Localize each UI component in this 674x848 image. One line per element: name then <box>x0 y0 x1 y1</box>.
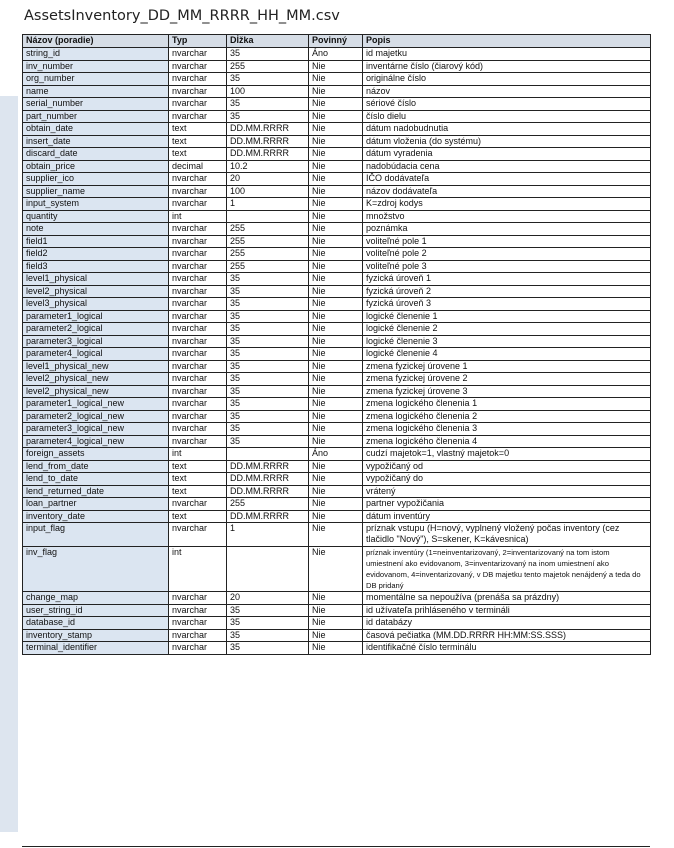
cell-description: dátum vyradenia <box>363 148 651 161</box>
cell-type: nvarchar <box>169 617 227 630</box>
cell-type: nvarchar <box>169 198 227 211</box>
cell-length: 35 <box>227 110 309 123</box>
cell-description: dátum vloženia (do systému) <box>363 135 651 148</box>
cell-length: 255 <box>227 60 309 73</box>
cell-length: 35 <box>227 617 309 630</box>
cell-length: DD.MM.RRRR <box>227 148 309 161</box>
table-row <box>23 210 651 223</box>
cell-required: Nie <box>309 617 363 630</box>
table-header-row <box>23 35 651 48</box>
cell-description: id užívateľa prihláseného v termináli <box>363 604 651 617</box>
cell-required: Áno <box>309 48 363 61</box>
cell-type: nvarchar <box>169 410 227 423</box>
cell-description: identifikačné číslo terminálu <box>363 642 651 655</box>
table-row <box>23 148 651 161</box>
cell-name: foreign_assets <box>23 448 169 461</box>
cell-type: text <box>169 460 227 473</box>
table-row <box>23 460 651 473</box>
cell-type: nvarchar <box>169 110 227 123</box>
cell-required: Nie <box>309 110 363 123</box>
cell-length: DD.MM.RRRR <box>227 485 309 498</box>
cell-name: inventory_stamp <box>23 629 169 642</box>
cell-length: 255 <box>227 223 309 236</box>
field-spec-table <box>22 34 651 655</box>
cell-type: nvarchar <box>169 310 227 323</box>
cell-required: Nie <box>309 604 363 617</box>
cell-description: momentálne sa nepoužíva (prenáša sa prázdny) <box>363 592 651 605</box>
cell-description: dátum nadobudnutia <box>363 123 651 136</box>
cell-length: 35 <box>227 273 309 286</box>
table-row <box>23 398 651 411</box>
cell-name: level2_physical <box>23 285 169 298</box>
cell-description: príznak vstupu (H=nový, vyplnený vložený počas inventory (cez tlačidlo "Nový"), S=skener, K=kávesnica) <box>363 523 651 547</box>
cell-type: nvarchar <box>169 60 227 73</box>
cell-name: user_string_id <box>23 604 169 617</box>
cell-type: decimal <box>169 160 227 173</box>
cell-required: Nie <box>309 360 363 373</box>
cell-type: nvarchar <box>169 423 227 436</box>
cell-description: fyzická úroveň 2 <box>363 285 651 298</box>
cell-required: Nie <box>309 185 363 198</box>
cell-name: parameter1_logical <box>23 310 169 323</box>
cell-name: parameter2_logical <box>23 323 169 336</box>
cell-required: Nie <box>309 273 363 286</box>
cell-name: input_system <box>23 198 169 211</box>
cell-name: insert_date <box>23 135 169 148</box>
cell-length: 255 <box>227 235 309 248</box>
cell-description: logické členenie 4 <box>363 348 651 361</box>
cell-description: zmena fyzickej úrovene 2 <box>363 373 651 386</box>
cell-name: quantity <box>23 210 169 223</box>
cell-description: logické členenie 2 <box>363 323 651 336</box>
cell-description: IČO dodávateľa <box>363 173 651 186</box>
cell-required: Nie <box>309 310 363 323</box>
cell-description: vypožičaný do <box>363 473 651 486</box>
cell-type: text <box>169 473 227 486</box>
cell-length: 1 <box>227 523 309 547</box>
cell-description: príznak inventúry (1=neinventarizovaný, 2=inventarizovaný na tom istom umiestnení ako evidovanom, 3=inventarizovaný na inom umiestnení ako evidovanom, 4=inventarizovaný, v DB majetku tento majetok nenájdený a teda do DB pridaný <box>363 547 651 592</box>
cell-description: logické členenie 1 <box>363 310 651 323</box>
cell-name: input_flag <box>23 523 169 547</box>
table-row <box>23 60 651 73</box>
cell-name: org_number <box>23 73 169 86</box>
cell-length: 10.2 <box>227 160 309 173</box>
cell-required: Nie <box>309 523 363 547</box>
cell-name: lend_from_date <box>23 460 169 473</box>
cell-name: parameter4_logical_new <box>23 435 169 448</box>
cell-description: číslo dielu <box>363 110 651 123</box>
cell-name: inv_flag <box>23 547 169 592</box>
cell-type: nvarchar <box>169 260 227 273</box>
table-row <box>23 423 651 436</box>
cell-length: DD.MM.RRRR <box>227 123 309 136</box>
cell-length: 255 <box>227 248 309 261</box>
cell-name: parameter1_logical_new <box>23 398 169 411</box>
table-row <box>23 110 651 123</box>
cell-required: Nie <box>309 510 363 523</box>
table-row <box>23 235 651 248</box>
cell-length: 35 <box>227 423 309 436</box>
table-row <box>23 273 651 286</box>
table-row <box>23 323 651 336</box>
cell-name: parameter4_logical <box>23 348 169 361</box>
cell-required: Nie <box>309 629 363 642</box>
cell-type: nvarchar <box>169 373 227 386</box>
header-description: Popis <box>363 35 651 48</box>
cell-length: 35 <box>227 298 309 311</box>
cell-name: name <box>23 85 169 98</box>
cell-name: lend_to_date <box>23 473 169 486</box>
cell-length: 1 <box>227 198 309 211</box>
cell-length <box>227 210 309 223</box>
cell-description: zmena logického členenia 2 <box>363 410 651 423</box>
margin-highlight-bar <box>0 96 18 832</box>
table-row <box>23 73 651 86</box>
cell-name: parameter3_logical_new <box>23 423 169 436</box>
cell-type: nvarchar <box>169 285 227 298</box>
table-row <box>23 98 651 111</box>
table-row <box>23 385 651 398</box>
cell-name: serial_number <box>23 98 169 111</box>
cell-required: Nie <box>309 123 363 136</box>
cell-description: voliteľné pole 1 <box>363 235 651 248</box>
table-row <box>23 160 651 173</box>
cell-length: 35 <box>227 73 309 86</box>
cell-name: string_id <box>23 48 169 61</box>
cell-required: Nie <box>309 547 363 592</box>
cell-type: nvarchar <box>169 73 227 86</box>
cell-required: Nie <box>309 248 363 261</box>
cell-name: parameter3_logical <box>23 335 169 348</box>
table-row <box>23 248 651 261</box>
table-row <box>23 310 651 323</box>
cell-name: loan_partner <box>23 498 169 511</box>
cell-description: zmena logického členenia 1 <box>363 398 651 411</box>
cell-name: field1 <box>23 235 169 248</box>
table-row <box>23 523 651 547</box>
cell-description: inventárne číslo (čiarový kód) <box>363 60 651 73</box>
cell-description: sériové číslo <box>363 98 651 111</box>
cell-description: fyzická úroveň 1 <box>363 273 651 286</box>
cell-length: 100 <box>227 85 309 98</box>
table-row <box>23 85 651 98</box>
table-row <box>23 135 651 148</box>
cell-length <box>227 448 309 461</box>
header-length: Dĺžka <box>227 35 309 48</box>
cell-type: nvarchar <box>169 98 227 111</box>
cell-description: vrátený <box>363 485 651 498</box>
cell-type: nvarchar <box>169 223 227 236</box>
cell-description: logické členenie 3 <box>363 335 651 348</box>
header-name: Názov (poradie) <box>23 35 169 48</box>
cell-length: 35 <box>227 348 309 361</box>
cell-length <box>227 547 309 592</box>
document-title: AssetsInventory_DD_MM_RRRR_HH_MM.csv <box>24 8 340 24</box>
table-row <box>23 360 651 373</box>
table-row <box>23 435 651 448</box>
cell-required: Nie <box>309 473 363 486</box>
cell-type: nvarchar <box>169 323 227 336</box>
header-required: Povinný <box>309 35 363 48</box>
cell-name: obtain_date <box>23 123 169 136</box>
cell-type: nvarchar <box>169 523 227 547</box>
cell-required: Nie <box>309 223 363 236</box>
cell-length: 35 <box>227 385 309 398</box>
cell-length: 35 <box>227 642 309 655</box>
cell-length: 35 <box>227 323 309 336</box>
table-row <box>23 335 651 348</box>
cell-required: Nie <box>309 423 363 436</box>
cell-description: názov dodávateľa <box>363 185 651 198</box>
table-row <box>23 373 651 386</box>
cell-length: 35 <box>227 335 309 348</box>
cell-type: nvarchar <box>169 248 227 261</box>
cell-description: zmena logického členenia 3 <box>363 423 651 436</box>
cell-description: fyzická úroveň 3 <box>363 298 651 311</box>
cell-description: partner vypožičania <box>363 498 651 511</box>
cell-description: id majetku <box>363 48 651 61</box>
cell-length: 35 <box>227 604 309 617</box>
table-row <box>23 410 651 423</box>
cell-required: Nie <box>309 210 363 223</box>
cell-length: 35 <box>227 410 309 423</box>
cell-length: 35 <box>227 629 309 642</box>
cell-name: part_number <box>23 110 169 123</box>
cell-required: Nie <box>309 398 363 411</box>
cell-type: nvarchar <box>169 385 227 398</box>
cell-required: Nie <box>309 323 363 336</box>
table-row <box>23 592 651 605</box>
cell-length: 35 <box>227 48 309 61</box>
table-row <box>23 173 651 186</box>
table-row <box>23 285 651 298</box>
cell-required: Nie <box>309 60 363 73</box>
cell-length: 35 <box>227 310 309 323</box>
cell-description: názov <box>363 85 651 98</box>
cell-description: zmena fyzickej úrovene 3 <box>363 385 651 398</box>
cell-type: nvarchar <box>169 335 227 348</box>
cell-description: časová pečiatka (MM.DD.RRRR HH:MM:SS.SSS) <box>363 629 651 642</box>
cell-description: originálne číslo <box>363 73 651 86</box>
cell-type: text <box>169 135 227 148</box>
table-row <box>23 48 651 61</box>
cell-description: zmena fyzickej úrovene 1 <box>363 360 651 373</box>
cell-name: level1_physical_new <box>23 360 169 373</box>
cell-required: Nie <box>309 348 363 361</box>
cell-description: nadobúdacia cena <box>363 160 651 173</box>
cell-name: discard_date <box>23 148 169 161</box>
cell-name: parameter2_logical_new <box>23 410 169 423</box>
cell-length: 35 <box>227 435 309 448</box>
cell-length: 35 <box>227 360 309 373</box>
cell-required: Nie <box>309 260 363 273</box>
cell-required: Nie <box>309 498 363 511</box>
cell-type: text <box>169 148 227 161</box>
cell-type: nvarchar <box>169 592 227 605</box>
cell-type: nvarchar <box>169 185 227 198</box>
cell-length: 20 <box>227 173 309 186</box>
cell-required: Nie <box>309 135 363 148</box>
cell-name: lend_returned_date <box>23 485 169 498</box>
cell-length: 20 <box>227 592 309 605</box>
cell-name: database_id <box>23 617 169 630</box>
cell-required: Nie <box>309 385 363 398</box>
cell-required: Nie <box>309 298 363 311</box>
cell-name: level2_physical_new <box>23 373 169 386</box>
cell-name: level2_physical_new <box>23 385 169 398</box>
cell-name: note <box>23 223 169 236</box>
cell-required: Nie <box>309 592 363 605</box>
cell-type: nvarchar <box>169 85 227 98</box>
cell-type: text <box>169 123 227 136</box>
cell-name: inv_number <box>23 60 169 73</box>
cell-description: zmena logického členenia 4 <box>363 435 651 448</box>
cell-description: voliteľné pole 3 <box>363 260 651 273</box>
table-row <box>23 298 651 311</box>
cell-length: 255 <box>227 260 309 273</box>
table-row <box>23 547 651 592</box>
cell-description: množstvo <box>363 210 651 223</box>
cell-required: Nie <box>309 73 363 86</box>
table-row <box>23 473 651 486</box>
cell-description: poznámka <box>363 223 651 236</box>
cell-type: nvarchar <box>169 398 227 411</box>
cell-type: nvarchar <box>169 48 227 61</box>
cell-required: Nie <box>309 173 363 186</box>
cell-type: int <box>169 547 227 592</box>
cell-description: dátum inventúry <box>363 510 651 523</box>
cell-length: 100 <box>227 185 309 198</box>
cell-required: Nie <box>309 198 363 211</box>
cell-type: text <box>169 485 227 498</box>
cell-type: nvarchar <box>169 298 227 311</box>
cell-type: nvarchar <box>169 629 227 642</box>
table-row <box>23 604 651 617</box>
cell-type: nvarchar <box>169 435 227 448</box>
cell-required: Nie <box>309 642 363 655</box>
cell-type: nvarchar <box>169 360 227 373</box>
cell-length: 35 <box>227 398 309 411</box>
cell-description: voliteľné pole 2 <box>363 248 651 261</box>
cell-length: DD.MM.RRRR <box>227 510 309 523</box>
cell-required: Nie <box>309 335 363 348</box>
cell-description: id databázy <box>363 617 651 630</box>
cell-description: cudzí majetok=1, vlastný majetok=0 <box>363 448 651 461</box>
table-row <box>23 498 651 511</box>
cell-required: Nie <box>309 235 363 248</box>
cell-name: field2 <box>23 248 169 261</box>
cell-required: Nie <box>309 85 363 98</box>
cell-type: nvarchar <box>169 498 227 511</box>
cell-type: nvarchar <box>169 642 227 655</box>
cell-type: nvarchar <box>169 173 227 186</box>
cell-length: DD.MM.RRRR <box>227 473 309 486</box>
table-row <box>23 485 651 498</box>
table-row <box>23 348 651 361</box>
table-row <box>23 260 651 273</box>
table-row <box>23 642 651 655</box>
cell-required: Nie <box>309 98 363 111</box>
cell-type: nvarchar <box>169 604 227 617</box>
cell-type: int <box>169 210 227 223</box>
cell-type: int <box>169 448 227 461</box>
cell-name: supplier_name <box>23 185 169 198</box>
table-row <box>23 185 651 198</box>
cell-type: nvarchar <box>169 273 227 286</box>
cell-name: inventory_date <box>23 510 169 523</box>
table-row <box>23 448 651 461</box>
cell-description: vypožičaný od <box>363 460 651 473</box>
cell-name: level1_physical <box>23 273 169 286</box>
cell-required: Nie <box>309 160 363 173</box>
cell-required: Nie <box>309 410 363 423</box>
cell-length: DD.MM.RRRR <box>227 135 309 148</box>
table-row <box>23 123 651 136</box>
cell-required: Nie <box>309 485 363 498</box>
header-type: Typ <box>169 35 227 48</box>
bottom-divider <box>22 846 650 847</box>
cell-required: Nie <box>309 285 363 298</box>
cell-name: terminal_identifier <box>23 642 169 655</box>
cell-required: Nie <box>309 435 363 448</box>
table-row <box>23 629 651 642</box>
cell-name: change_map <box>23 592 169 605</box>
cell-type: nvarchar <box>169 348 227 361</box>
cell-description: K=zdroj kodys <box>363 198 651 211</box>
table-row <box>23 510 651 523</box>
cell-name: level3_physical <box>23 298 169 311</box>
cell-length: DD.MM.RRRR <box>227 460 309 473</box>
cell-required: Nie <box>309 460 363 473</box>
cell-length: 35 <box>227 98 309 111</box>
cell-length: 35 <box>227 373 309 386</box>
cell-name: field3 <box>23 260 169 273</box>
table-row <box>23 617 651 630</box>
cell-length: 35 <box>227 285 309 298</box>
cell-name: obtain_price <box>23 160 169 173</box>
cell-length: 255 <box>227 498 309 511</box>
table-row <box>23 223 651 236</box>
cell-required: Áno <box>309 448 363 461</box>
cell-type: nvarchar <box>169 235 227 248</box>
cell-type: text <box>169 510 227 523</box>
cell-required: Nie <box>309 148 363 161</box>
cell-name: supplier_ico <box>23 173 169 186</box>
cell-required: Nie <box>309 373 363 386</box>
table-row <box>23 198 651 211</box>
